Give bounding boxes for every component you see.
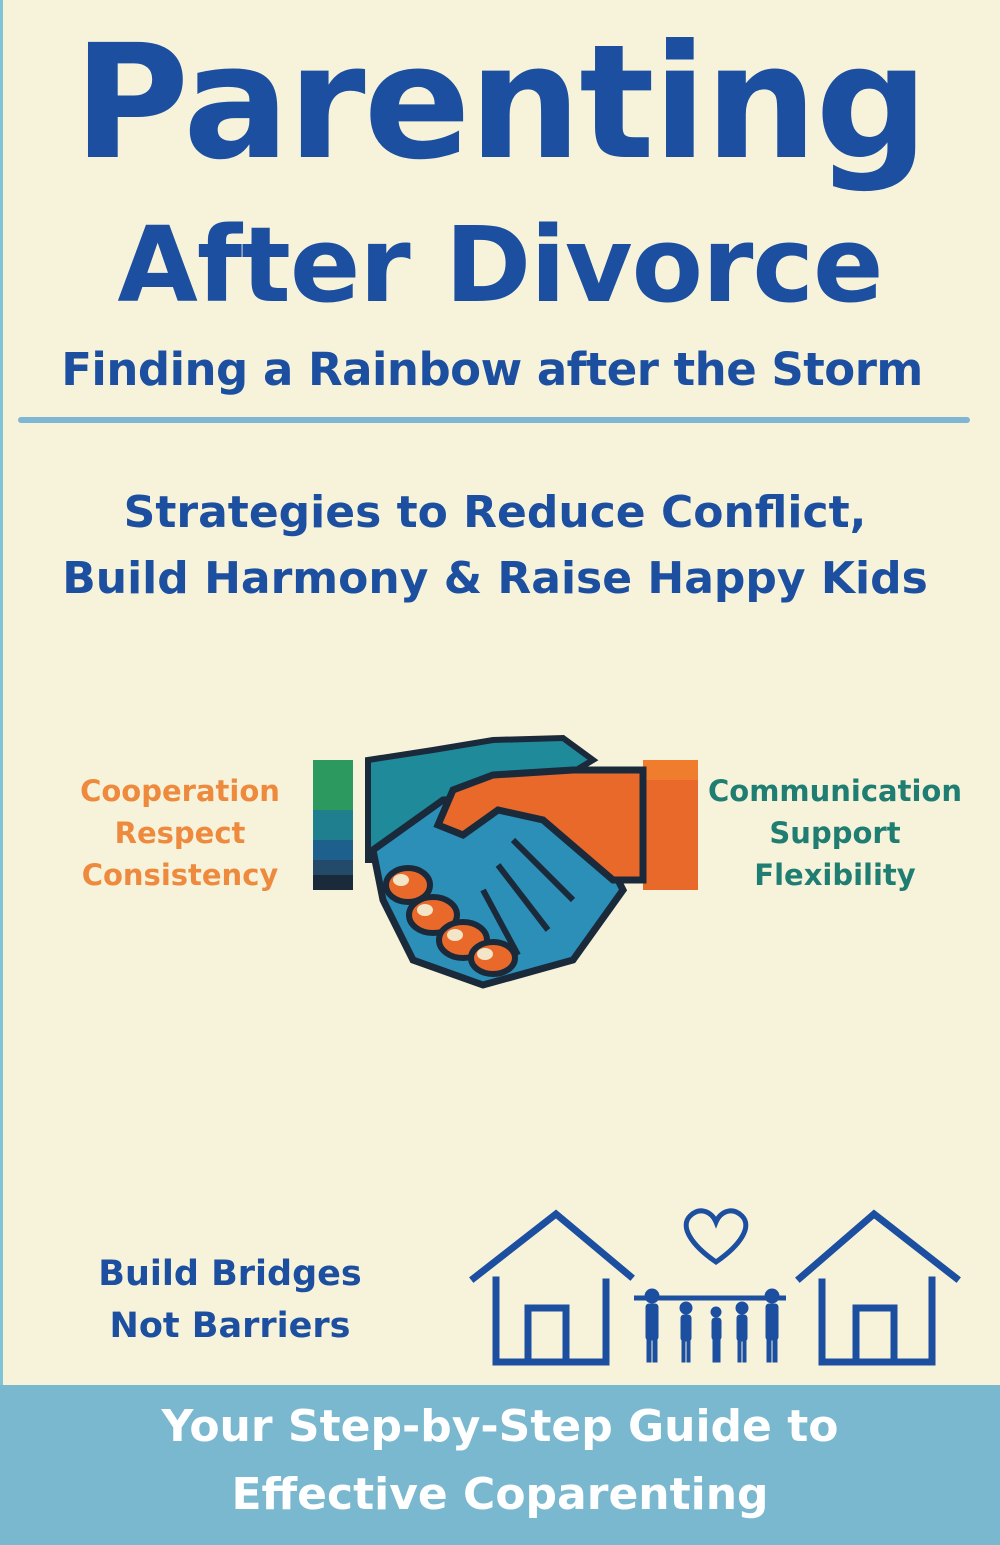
footer-text xyxy=(0,1393,1000,1529)
value-communication: Communication xyxy=(707,774,962,808)
value-flexibility: Flexibility xyxy=(754,858,916,892)
title-line-1: Parenting xyxy=(73,11,927,195)
subtitle: Finding a Rainbow after the Storm xyxy=(61,343,923,396)
value-support: Support xyxy=(769,816,901,850)
footer-line-2: Effective Coparenting xyxy=(231,1469,769,1520)
motto xyxy=(90,1248,370,1352)
value-cooperation: Cooperation xyxy=(80,774,280,808)
motto-line-2: Not Barriers xyxy=(109,1306,351,1346)
title-line-2: After Divorce xyxy=(117,204,883,326)
footer-line-1: Your Step-by-Step Guide to xyxy=(161,1401,839,1452)
strategies-line-2: Build Harmony & Raise Happy Kids xyxy=(62,553,928,604)
motto-line-1: Build Bridges xyxy=(98,1254,362,1294)
value-consistency: Consistency xyxy=(81,858,279,892)
house-icon xyxy=(474,1214,630,1278)
value-respect: Respect xyxy=(114,816,246,850)
family-icon xyxy=(634,1289,786,1362)
values-left xyxy=(60,770,300,896)
strategies-line-1: Strategies to Reduce Conflict, xyxy=(123,487,867,538)
houses-illustration xyxy=(466,1200,966,1375)
divider xyxy=(18,417,970,423)
handshake-icon xyxy=(313,730,703,990)
heart-icon xyxy=(686,1211,746,1262)
strategies-text xyxy=(0,480,990,612)
values-right xyxy=(700,770,970,896)
